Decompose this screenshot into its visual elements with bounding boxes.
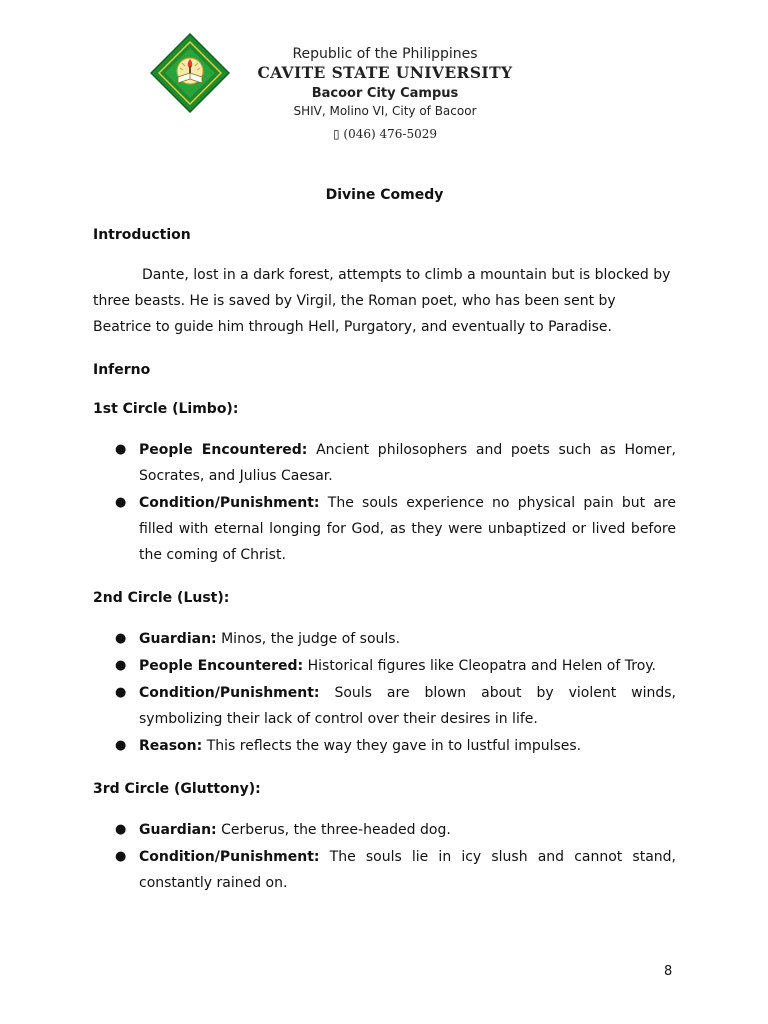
item-text: This reflects the way they gave in to lustful impulses. <box>202 738 582 754</box>
item-text: Ancient philosophers and poets such as Homer, Socrates, and Julius Caesar. <box>139 442 676 484</box>
bullet-icon: ● <box>115 442 127 457</box>
document-body <box>93 187 676 918</box>
list-item <box>93 733 676 759</box>
list-item <box>93 626 676 652</box>
bullet-icon: ● <box>115 631 127 646</box>
letterhead-republic: Republic of the Philippines <box>292 46 478 62</box>
item-label: Reason: <box>139 738 203 754</box>
bullet-icon: ● <box>115 658 127 673</box>
item-label: People Encountered: <box>139 658 304 674</box>
item-label: Condition/Punishment: <box>139 685 320 701</box>
letterhead-phone: ▯ (046) 476-5029 <box>333 127 437 141</box>
bullet-list <box>93 437 676 568</box>
list-item <box>93 437 676 489</box>
bullet-list <box>93 817 676 896</box>
list-item <box>93 817 676 843</box>
letterhead-university-name: CAVITE STATE UNIVERSITY <box>257 63 513 82</box>
introduction-heading: Introduction <box>93 227 191 243</box>
introduction-paragraph: Dante, lost in a dark forest, attempts to climb a mountain but is blocked by three beasts. He is saved by Virgil, the Roman poet, who has been sent by Beatrice to guide him through Hell, Purgatory, and eventually to Paradise. <box>93 267 671 335</box>
item-text: Cerberus, the three-headed dog. <box>216 822 451 838</box>
university-seal-logo <box>150 33 230 113</box>
circle-heading: 2nd Circle (Lust): <box>93 590 230 606</box>
item-text: The souls lie in icy slush and cannot stand, constantly rained on. <box>139 849 676 891</box>
bullet-icon: ● <box>115 849 127 864</box>
item-label: Guardian: <box>139 822 217 838</box>
item-label: Condition/Punishment: <box>139 849 320 865</box>
list-item <box>93 490 676 568</box>
page-number: 8 <box>664 964 673 979</box>
bullet-icon: ● <box>115 685 127 700</box>
letterhead-campus: Bacoor City Campus <box>311 86 459 101</box>
circle-heading: 1st Circle (Limbo): <box>93 401 239 417</box>
document-title: Divine Comedy <box>325 187 444 203</box>
item-text: Historical figures like Cleopatra and Helen of Troy. <box>303 658 656 674</box>
list-item <box>93 680 676 732</box>
item-label: People Encountered: <box>139 442 308 458</box>
bullet-icon: ● <box>115 822 127 837</box>
inferno-heading: Inferno <box>93 362 151 378</box>
list-item <box>93 844 676 896</box>
item-text: The souls experience no physical pain but are filled with eternal longing for God, as they were unbaptized or lived before the coming of Christ. <box>139 495 676 563</box>
bullet-icon: ● <box>115 738 127 753</box>
letterhead-address: SHIV, Molino VI, City of Bacoor <box>293 104 477 118</box>
bullet-list <box>93 626 676 759</box>
circle-heading: 3rd Circle (Gluttony): <box>93 781 261 797</box>
bullet-icon: ● <box>115 495 127 510</box>
list-item <box>93 653 676 679</box>
item-text: Minos, the judge of souls. <box>216 631 401 647</box>
item-text: Souls are blown about by violent winds, symbolizing their lack of control over their desires in life. <box>139 685 676 727</box>
item-label: Condition/Punishment: <box>139 495 320 511</box>
item-label: Guardian: <box>139 631 217 647</box>
